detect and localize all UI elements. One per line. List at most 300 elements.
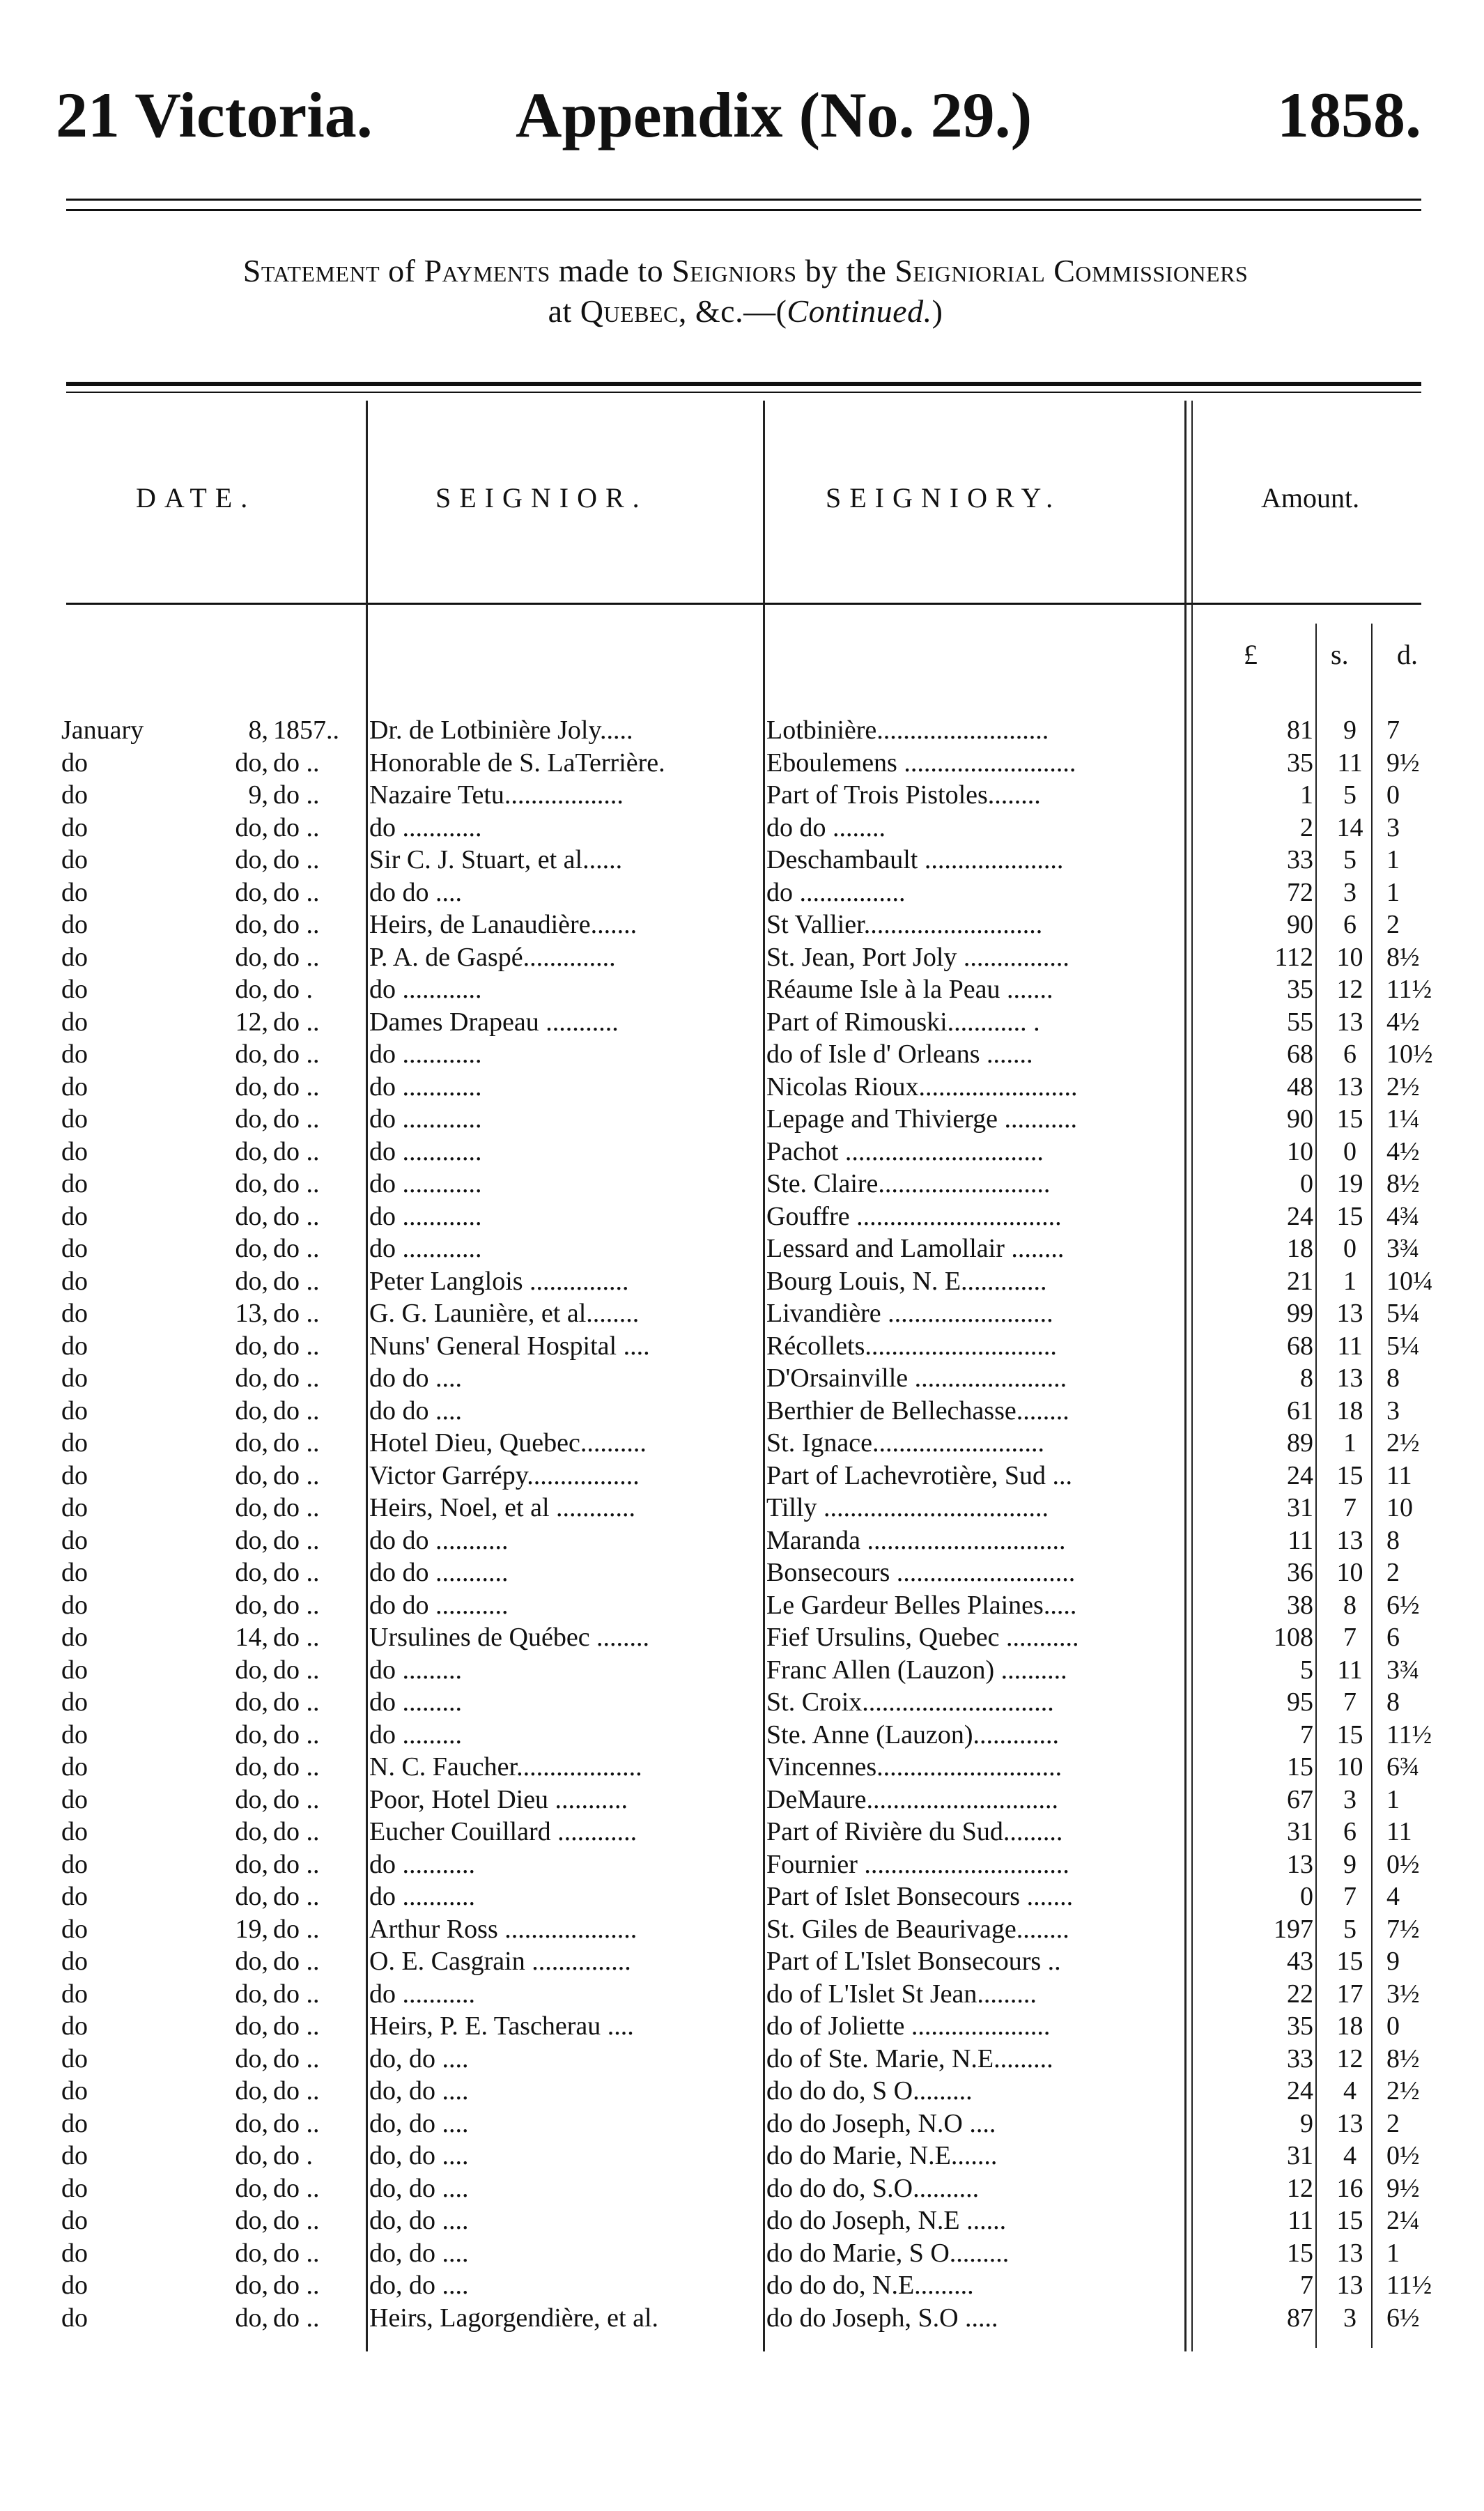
date-year-cell: do .. xyxy=(273,1169,320,1198)
seigniory-cell: Gouffre ............................... xyxy=(766,1201,1062,1231)
date-year-cell: do .. xyxy=(273,1590,320,1620)
column-header-seigniory: SEIGNIORY. xyxy=(826,482,1062,513)
shillings-cell: 1 xyxy=(1343,1428,1357,1458)
shillings-cell: 18 xyxy=(1336,1396,1363,1426)
pounds-cell: 89 xyxy=(1287,1428,1313,1458)
header-rule-bottom xyxy=(66,209,1421,211)
seignior-cell: do do ........... xyxy=(369,1525,509,1555)
table-row xyxy=(0,1200,1484,1233)
shillings-cell: 19 xyxy=(1336,1169,1363,1198)
date-day-cell: do, xyxy=(235,1363,268,1393)
pence-cell: 11½ xyxy=(1386,975,1432,1004)
date-month-cell: do xyxy=(61,1752,88,1782)
header-session: 21 Victoria. xyxy=(56,79,373,150)
date-month-cell: do xyxy=(61,1558,88,1587)
date-year-cell: do .. xyxy=(273,1363,320,1393)
header-year: 1858. xyxy=(1277,79,1421,150)
seignior-cell: do, do .... xyxy=(369,2206,469,2235)
date-month-cell: do xyxy=(61,877,88,907)
date-day-cell: do, xyxy=(235,1234,268,1263)
pence-cell: 1¼ xyxy=(1386,1104,1420,1134)
date-month-cell: do xyxy=(61,1201,88,1231)
pence-cell: 1 xyxy=(1386,2238,1400,2268)
date-year-cell: do .. xyxy=(273,1817,320,1846)
pence-cell: 2 xyxy=(1386,910,1400,939)
date-day-cell: do, xyxy=(235,2271,268,2300)
seignior-cell: do, do .... xyxy=(369,2043,469,2073)
seignior-cell: do do .... xyxy=(369,877,462,907)
seignior-cell: do, do .... xyxy=(369,2173,469,2203)
pence-cell: 4 xyxy=(1386,1882,1400,1911)
pounds-cell: 18 xyxy=(1287,1234,1313,1263)
date-year-cell: do .. xyxy=(273,2011,320,2041)
seignior-cell: Ursulines de Québec ........ xyxy=(369,1623,650,1652)
seigniory-cell: do do do, N.E......... xyxy=(766,2271,974,2300)
date-month-cell: do xyxy=(61,1849,88,1879)
date-day-cell: do, xyxy=(235,2238,268,2268)
seignior-cell: do do ........... xyxy=(369,1558,509,1587)
seignior-cell: P. A. de Gaspé.............. xyxy=(369,942,616,972)
unit-shillings: s. xyxy=(1331,639,1349,670)
seignior-cell: do ............ xyxy=(369,812,482,842)
date-year-cell: do .. xyxy=(273,2238,320,2268)
pence-cell: 0 xyxy=(1386,2011,1400,2041)
seigniory-cell: do do Joseph, N.O .... xyxy=(766,2108,996,2138)
date-day-cell: do, xyxy=(235,1752,268,1782)
seigniory-cell: Part of L'Islet Bonsecours .. xyxy=(766,1947,1061,1976)
pence-cell: 4½ xyxy=(1386,1007,1420,1037)
shillings-cell: 4 xyxy=(1343,2141,1357,2170)
pence-cell: 8 xyxy=(1386,1525,1400,1555)
date-month-cell: do xyxy=(61,1590,88,1620)
seigniory-cell: Bonsecours ........................... xyxy=(766,1558,1076,1587)
date-month-cell: do xyxy=(61,2173,88,2203)
pence-cell: 1 xyxy=(1386,1784,1400,1814)
pence-cell: 2 xyxy=(1386,1558,1400,1587)
shillings-cell: 6 xyxy=(1343,1817,1357,1846)
seignior-cell: do ......... xyxy=(369,1720,462,1749)
table-rule-top-thin xyxy=(66,392,1421,393)
pounds-cell: 90 xyxy=(1287,1104,1313,1134)
date-day-cell: do, xyxy=(235,1266,268,1296)
shillings-cell: 11 xyxy=(1337,1331,1363,1361)
pence-cell: 8 xyxy=(1386,1363,1400,1393)
pounds-cell: 31 xyxy=(1287,1493,1313,1522)
date-year-cell: do .. xyxy=(273,1849,320,1879)
shillings-cell: 14 xyxy=(1336,812,1363,842)
shillings-cell: 7 xyxy=(1343,1687,1357,1717)
shillings-cell: 0 xyxy=(1343,1234,1357,1263)
pounds-cell: 7 xyxy=(1300,2271,1313,2300)
pounds-cell: 7 xyxy=(1300,1720,1313,1749)
date-year-cell: do .. xyxy=(273,1687,320,1717)
pounds-cell: 12 xyxy=(1287,2173,1313,2203)
pence-cell: 3 xyxy=(1386,1396,1400,1426)
shillings-cell: 13 xyxy=(1336,1072,1363,1102)
seignior-cell: do, do .... xyxy=(369,2108,469,2138)
table-row xyxy=(0,2108,1484,2140)
seigniory-cell: do do Marie, S O......... xyxy=(766,2238,1010,2268)
title-word: ) xyxy=(932,293,943,329)
seignior-cell: Heirs, Lagorgendière, et al. xyxy=(369,2303,659,2333)
date-day-cell: do, xyxy=(235,748,268,778)
table-row xyxy=(0,2010,1484,2043)
unit-pence: d. xyxy=(1397,639,1418,670)
pence-cell: 3½ xyxy=(1386,1979,1420,2009)
date-day-cell: do, xyxy=(235,1558,268,1587)
table-row xyxy=(0,1362,1484,1395)
date-month-cell: do xyxy=(61,812,88,842)
pence-cell: 6 xyxy=(1386,1623,1400,1652)
table-row xyxy=(0,2140,1484,2172)
pence-cell: 3¾ xyxy=(1386,1234,1420,1263)
seignior-cell: do ............ xyxy=(369,1104,482,1134)
table-rule-top xyxy=(66,382,1421,386)
date-month-cell: do xyxy=(61,1040,88,1069)
seigniory-cell: Le Gardeur Belles Plaines..... xyxy=(766,1590,1077,1620)
table-row xyxy=(0,876,1484,909)
date-day-cell: do, xyxy=(235,2206,268,2235)
pounds-cell: 87 xyxy=(1287,2303,1313,2333)
seignior-cell: do ............ xyxy=(369,1201,482,1231)
date-year-cell: do .. xyxy=(273,1784,320,1814)
pence-cell: 4¾ xyxy=(1386,1201,1420,1231)
seigniory-cell: DeMaure............................. xyxy=(766,1784,1058,1814)
date-month-cell: do xyxy=(61,780,88,810)
payments-table xyxy=(0,714,1484,2334)
date-month-cell: do xyxy=(61,2271,88,2300)
pounds-cell: 33 xyxy=(1287,845,1313,874)
pounds-cell: 9 xyxy=(1300,2108,1313,2138)
seigniory-cell: Maranda .............................. xyxy=(766,1525,1066,1555)
pounds-cell: 0 xyxy=(1300,1169,1313,1198)
pounds-cell: 68 xyxy=(1287,1331,1313,1361)
pounds-cell: 36 xyxy=(1287,1558,1313,1587)
table-row xyxy=(0,1006,1484,1039)
seignior-cell: do ........... xyxy=(369,1882,475,1911)
pence-cell: 8½ xyxy=(1386,1169,1420,1198)
header-appendix: Appendix (No. 29.) xyxy=(516,79,1033,150)
date-day-cell: do, xyxy=(235,1849,268,1879)
table-row xyxy=(0,1492,1484,1524)
seigniory-cell: D'Orsainville ....................... xyxy=(766,1363,1067,1393)
shillings-cell: 17 xyxy=(1336,1979,1363,2009)
seignior-cell: O. E. Casgrain ............... xyxy=(369,1947,631,1976)
table-row xyxy=(0,2204,1484,2237)
date-month-cell: do xyxy=(61,1947,88,1976)
table-row xyxy=(0,1524,1484,1557)
pounds-cell: 8 xyxy=(1300,1363,1313,1393)
seignior-cell: Heirs, P. E. Tascherau .... xyxy=(369,2011,634,2041)
date-day-cell: do, xyxy=(235,1104,268,1134)
pounds-cell: 5 xyxy=(1300,1655,1313,1685)
date-day-cell: 13, xyxy=(235,1299,268,1328)
date-month-cell: do xyxy=(61,2011,88,2041)
date-day-cell: do, xyxy=(235,877,268,907)
pence-cell: 6¾ xyxy=(1386,1752,1420,1782)
date-day-cell: do, xyxy=(235,845,268,874)
date-year-cell: 1857.. xyxy=(273,716,339,745)
date-day-cell: 8, xyxy=(248,716,268,745)
table-row xyxy=(0,747,1484,780)
date-day-cell: do, xyxy=(235,975,268,1004)
shillings-cell: 13 xyxy=(1336,2238,1363,2268)
date-month-cell: do xyxy=(61,1882,88,1911)
statement-title xyxy=(56,251,1435,332)
date-day-cell: 9, xyxy=(248,780,268,810)
shillings-cell: 12 xyxy=(1336,2043,1363,2073)
shillings-cell: 9 xyxy=(1343,716,1357,745)
seigniory-cell: do do Marie, N.E....... xyxy=(766,2141,998,2170)
seigniory-cell: do ................ xyxy=(766,877,906,907)
table-row xyxy=(0,1654,1484,1687)
seigniory-cell: do do ........ xyxy=(766,812,886,842)
header-divider xyxy=(66,603,1421,605)
date-month-cell: do xyxy=(61,2108,88,2138)
date-month-cell: do xyxy=(61,2076,88,2106)
date-year-cell: do .. xyxy=(273,2303,320,2333)
title-word: Continued. xyxy=(787,293,932,329)
seigniory-cell: Lessard and Lamollair ........ xyxy=(766,1234,1065,1263)
seigniory-cell: Ste. Claire.......................... xyxy=(766,1169,1051,1198)
date-day-cell: do, xyxy=(235,1784,268,1814)
seignior-cell: do do .... xyxy=(369,1363,462,1393)
shillings-cell: 10 xyxy=(1336,942,1363,972)
date-month-cell: do xyxy=(61,1299,88,1328)
title-word: Seigniors xyxy=(672,253,797,288)
date-month-cell: do xyxy=(61,2238,88,2268)
shillings-cell: 6 xyxy=(1343,910,1357,939)
shillings-cell: 12 xyxy=(1336,975,1363,1004)
shillings-cell: 15 xyxy=(1336,1201,1363,1231)
pence-cell: 2¼ xyxy=(1386,2206,1420,2235)
seignior-cell: do ............ xyxy=(369,1234,482,1263)
table-row xyxy=(0,2269,1484,2302)
seigniory-cell: Part of Trois Pistoles........ xyxy=(766,780,1041,810)
seignior-cell: N. C. Faucher................... xyxy=(369,1752,642,1782)
date-year-cell: do .. xyxy=(273,877,320,907)
date-year-cell: do . xyxy=(273,975,313,1004)
date-month-cell: do xyxy=(61,2043,88,2073)
pence-cell: 8 xyxy=(1386,1687,1400,1717)
date-month-cell: do xyxy=(61,1623,88,1652)
seigniory-cell: Lotbinière.......................... xyxy=(766,716,1049,745)
pence-cell: 2½ xyxy=(1386,2076,1420,2106)
shillings-cell: 18 xyxy=(1336,2011,1363,2041)
seignior-cell: Poor, Hotel Dieu ........... xyxy=(369,1784,628,1814)
pounds-cell: 35 xyxy=(1287,975,1313,1004)
date-year-cell: do .. xyxy=(273,1558,320,1587)
pence-cell: 6½ xyxy=(1386,2303,1420,2333)
seigniory-cell: do of Isle d' Orleans ....... xyxy=(766,1040,1033,1069)
pence-cell: 9 xyxy=(1386,1947,1400,1976)
table-row xyxy=(0,1816,1484,1848)
title-subline xyxy=(56,291,1435,332)
date-year-cell: do .. xyxy=(273,845,320,874)
pounds-cell: 11 xyxy=(1288,2206,1313,2235)
pounds-cell: 35 xyxy=(1287,748,1313,778)
date-year-cell: do .. xyxy=(273,1655,320,1685)
table-row xyxy=(0,1848,1484,1881)
date-year-cell: do .. xyxy=(273,2271,320,2300)
title-word: made to xyxy=(558,253,664,288)
date-month-cell: do xyxy=(61,1266,88,1296)
table-row xyxy=(0,1297,1484,1330)
table-row xyxy=(0,1071,1484,1104)
seigniory-cell: Tilly .................................. xyxy=(766,1493,1049,1522)
title-word: Seigniorial Commissioners xyxy=(895,253,1249,288)
table-row xyxy=(0,2043,1484,2076)
date-year-cell: do . xyxy=(273,2141,313,2170)
date-year-cell: do .. xyxy=(273,910,320,939)
date-month-cell: do xyxy=(61,910,88,939)
date-day-cell: do, xyxy=(235,1525,268,1555)
date-day-cell: 19, xyxy=(235,1914,268,1944)
seignior-cell: Victor Garrépy................. xyxy=(369,1460,640,1490)
shillings-cell: 13 xyxy=(1336,1007,1363,1037)
shillings-cell: 7 xyxy=(1343,1493,1357,1522)
date-day-cell: do, xyxy=(235,1655,268,1685)
shillings-cell: 3 xyxy=(1343,2303,1357,2333)
date-day-cell: do, xyxy=(235,1428,268,1458)
pounds-cell: 33 xyxy=(1287,2043,1313,2073)
date-day-cell: do, xyxy=(235,2303,268,2333)
pounds-cell: 67 xyxy=(1287,1784,1313,1814)
date-year-cell: do .. xyxy=(273,1007,320,1037)
shillings-cell: 4 xyxy=(1343,2076,1357,2106)
seignior-cell: Arthur Ross .................... xyxy=(369,1914,637,1944)
seigniory-cell: Part of Rivière du Sud......... xyxy=(766,1817,1063,1846)
seigniory-cell: Lepage and Thivierge ........... xyxy=(766,1104,1078,1134)
date-day-cell: do, xyxy=(235,2043,268,2073)
table-row xyxy=(0,1556,1484,1589)
date-month-cell: do xyxy=(61,1525,88,1555)
date-month-cell: do xyxy=(61,1817,88,1846)
date-month-cell: do xyxy=(61,975,88,1004)
date-year-cell: do .. xyxy=(273,748,320,778)
seigniory-cell: do do Joseph, N.E ...... xyxy=(766,2206,1007,2235)
seigniory-cell: Part of Rimouski............ . xyxy=(766,1007,1040,1037)
table-row xyxy=(0,1751,1484,1784)
date-day-cell: do, xyxy=(235,812,268,842)
date-month-cell: do xyxy=(61,1396,88,1426)
title-word: Statement xyxy=(242,253,380,288)
date-year-cell: do .. xyxy=(273,1136,320,1166)
pounds-cell: 112 xyxy=(1274,942,1313,972)
pence-cell: 2 xyxy=(1386,2108,1400,2138)
date-year-cell: do .. xyxy=(273,1525,320,1555)
date-day-cell: do, xyxy=(235,1040,268,1069)
table-row xyxy=(0,1233,1484,1265)
table-row xyxy=(0,1719,1484,1752)
date-day-cell: do, xyxy=(235,1979,268,2009)
table-row xyxy=(0,1784,1484,1816)
pence-cell: 4½ xyxy=(1386,1136,1420,1166)
seignior-cell: do ............ xyxy=(369,1169,482,1198)
title-word: at xyxy=(548,293,572,329)
pounds-cell: 55 xyxy=(1287,1007,1313,1037)
date-month-cell: do xyxy=(61,2303,88,2333)
column-header-date: DATE. xyxy=(136,482,256,513)
seignior-cell: do ........... xyxy=(369,1979,475,2009)
pence-cell: 9½ xyxy=(1386,748,1420,778)
table-row xyxy=(0,2237,1484,2270)
seigniory-cell: Eboulemens .......................... xyxy=(766,748,1076,778)
shillings-cell: 11 xyxy=(1337,748,1363,778)
seigniory-cell: Ste. Anne (Lauzon)............. xyxy=(766,1720,1060,1749)
pence-cell: 11½ xyxy=(1386,1720,1432,1749)
date-month-cell: do xyxy=(61,1493,88,1522)
date-day-cell: do, xyxy=(235,2076,268,2106)
pounds-cell: 68 xyxy=(1287,1040,1313,1069)
shillings-cell: 5 xyxy=(1343,845,1357,874)
date-year-cell: do .. xyxy=(273,1979,320,2009)
shillings-cell: 15 xyxy=(1336,2206,1363,2235)
seigniory-cell: Berthier de Bellechasse........ xyxy=(766,1396,1069,1426)
seigniory-cell: do do do, S.O.......... xyxy=(766,2173,980,2203)
date-year-cell: do .. xyxy=(273,1752,320,1782)
table-row xyxy=(0,812,1484,844)
pence-cell: 5¼ xyxy=(1386,1331,1420,1361)
date-month-cell: do xyxy=(61,845,88,874)
seigniory-cell: do do do, S O......... xyxy=(766,2076,973,2106)
pence-cell: 8½ xyxy=(1386,942,1420,972)
date-month-cell: do xyxy=(61,1687,88,1717)
shillings-cell: 15 xyxy=(1336,1104,1363,1134)
date-month-cell: do xyxy=(61,1784,88,1814)
date-day-cell: do, xyxy=(235,1687,268,1717)
date-month-cell: do xyxy=(61,1331,88,1361)
seignior-cell: Eucher Couillard ............ xyxy=(369,1817,637,1846)
date-day-cell: do, xyxy=(235,1396,268,1426)
seignior-cell: do do ........... xyxy=(369,1590,509,1620)
date-day-cell: do, xyxy=(235,910,268,939)
shillings-cell: 7 xyxy=(1343,1882,1357,1911)
table-row xyxy=(0,1460,1484,1492)
pence-cell: 3 xyxy=(1386,812,1400,842)
date-year-cell: do .. xyxy=(273,1396,320,1426)
pence-cell: 2½ xyxy=(1386,1072,1420,1102)
date-month-cell: do xyxy=(61,1914,88,1944)
shillings-cell: 10 xyxy=(1336,1752,1363,1782)
table-row xyxy=(0,1913,1484,1946)
pounds-cell: 21 xyxy=(1287,1266,1313,1296)
unit-pounds: £ xyxy=(1244,639,1258,670)
table-row xyxy=(0,1686,1484,1719)
shillings-cell: 6 xyxy=(1343,1040,1357,1069)
table-row xyxy=(0,1168,1484,1200)
date-year-cell: do .. xyxy=(273,2108,320,2138)
date-month-cell: do xyxy=(61,1979,88,2009)
date-year-cell: do .. xyxy=(273,1914,320,1944)
seignior-cell: do ............ xyxy=(369,1040,482,1069)
pounds-cell: 81 xyxy=(1287,716,1313,745)
date-month-cell: do xyxy=(61,1007,88,1037)
shillings-cell: 13 xyxy=(1336,1299,1363,1328)
pence-cell: 2½ xyxy=(1386,1428,1420,1458)
pence-cell: 1 xyxy=(1386,877,1400,907)
seignior-cell: Heirs, Noel, et al ............ xyxy=(369,1493,636,1522)
seigniory-cell: St. Jean, Port Joly ................ xyxy=(766,942,1069,972)
pounds-cell: 24 xyxy=(1287,1460,1313,1490)
date-day-cell: do, xyxy=(235,1720,268,1749)
shillings-cell: 13 xyxy=(1336,1363,1363,1393)
date-day-cell: do, xyxy=(235,1201,268,1231)
seigniory-cell: Vincennes............................ xyxy=(766,1752,1062,1782)
pence-cell: 11 xyxy=(1386,1817,1412,1846)
seigniory-cell: Part of Islet Bonsecours ....... xyxy=(766,1882,1074,1911)
date-year-cell: do .. xyxy=(273,780,320,810)
